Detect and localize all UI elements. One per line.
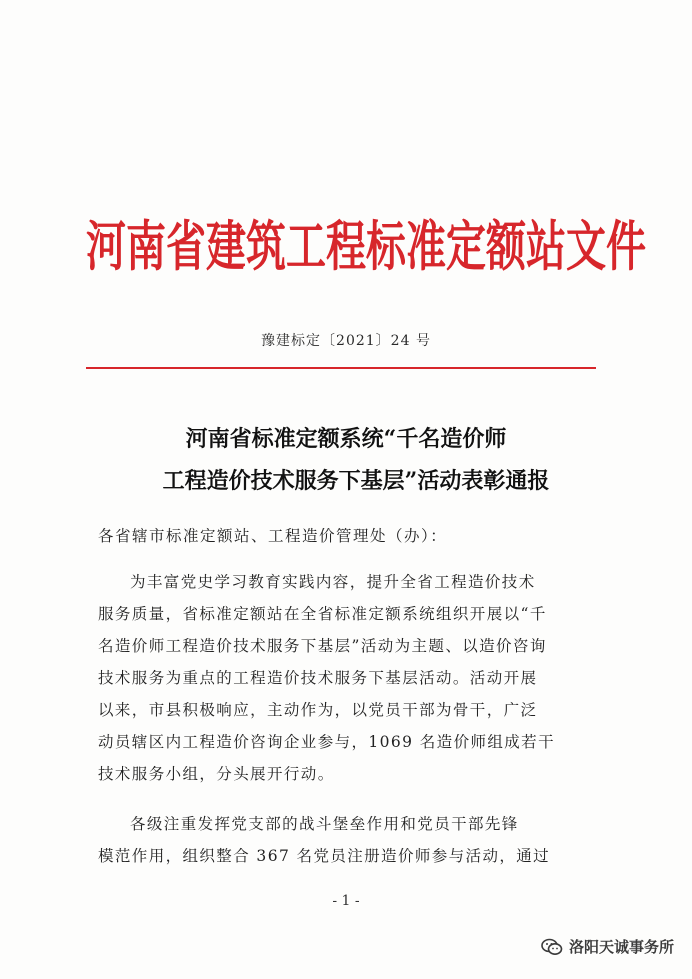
account-watermark bbox=[541, 936, 674, 957]
body-line: 各级注重发挥党支部的战斗堡垒作用和党员干部先锋 bbox=[130, 815, 519, 833]
watermark-text: 洛阳天诚事务所 bbox=[568, 938, 674, 956]
wechat-icon bbox=[541, 938, 563, 956]
document-number: 豫建标定〔2021〕24 号 bbox=[261, 333, 431, 349]
body-line: 技术服务小组，分头展开行动。 bbox=[98, 765, 335, 783]
body-line: 模范作用，组织整合 367 名党员注册造价师参与活动，通过 bbox=[98, 847, 551, 865]
body-line: 名造价师工程造价技术服务下基层”活动为主题、以造价咨询 bbox=[98, 637, 547, 655]
salutation: 各省辖市标准定额站、工程造价管理处（办）： bbox=[98, 527, 448, 545]
page-number: - 1 - bbox=[332, 893, 360, 909]
red-divider bbox=[86, 367, 596, 369]
body-line: 以来，市县积极响应，主动作为，以党员干部为骨干，广泛 bbox=[98, 701, 538, 719]
notice-title-line-2: 工程造价技术服务下基层”活动表彰通报 bbox=[162, 468, 550, 494]
body-line: 动员辖区内工程造价咨询企业参与，1069 名造价师组成若干 bbox=[98, 733, 555, 751]
notice-title-line-1: 河南省标准定额系统“千名造价师 bbox=[185, 426, 507, 452]
body-line: 技术服务为重点的工程造价技术服务下基层活动。活动开展 bbox=[98, 669, 538, 687]
body-line: 服务质量，省标准定额站在全省标准定额系统组织开展以“千 bbox=[98, 605, 547, 623]
masthead-title: 河南省建筑工程标准定额站文件 bbox=[86, 214, 646, 279]
body-line: 为丰富党史学习教育实践内容，提升全省工程造价技术 bbox=[130, 573, 536, 591]
